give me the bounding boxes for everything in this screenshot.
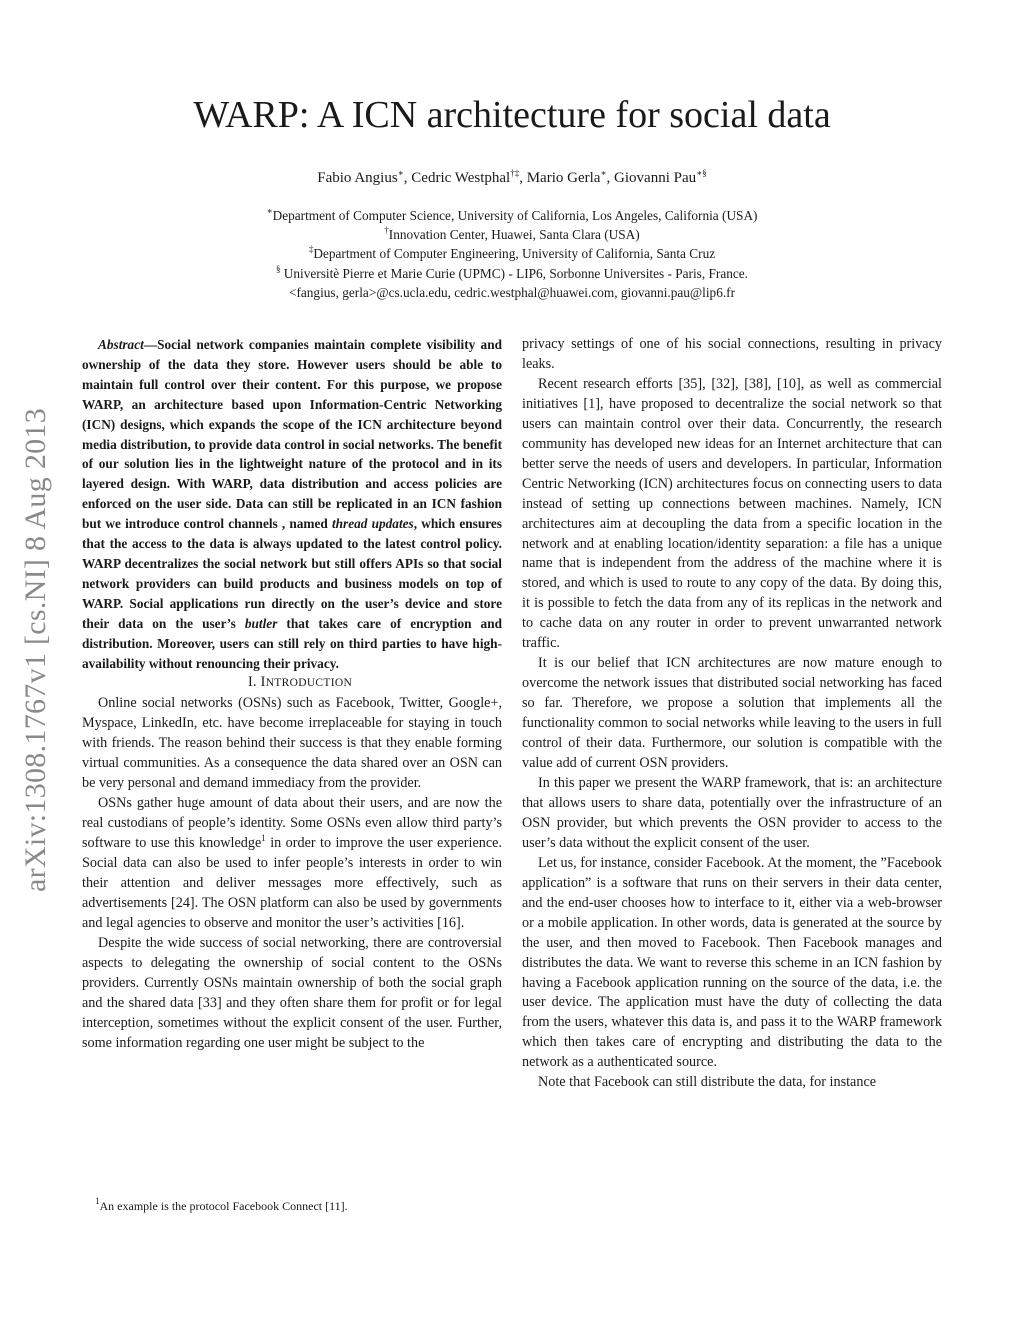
affiliation-mark: ‡ — [308, 244, 314, 255]
section-heading — [82, 673, 502, 694]
arxiv-identifier: arXiv:1308.1767v1 [cs.NI] 8 Aug 2013 — [19, 407, 52, 893]
affiliation-text: Innovation Center, Huawei, Santa Clara (USA) — [388, 227, 640, 243]
author-name: Fabio Angius — [317, 170, 398, 186]
body-paragraph: Online social networks (OSNs) such as Facebook, Twitter, Google+, Myspace, LinkedIn, etc. have become irreplaceable for staying in touch with friends. The reason behind their success is that they enable forming virtual communities. As a consequence the data shared over an OSN can be very personal and demand immediacy from the provider. — [82, 695, 502, 792]
paper-title: WARP: A ICN architecture for social data — [193, 94, 831, 136]
section-first-letter: I — [260, 674, 266, 691]
affiliation-text: Universitè Pierre et Marie Curie (UPMC) - LIP6, Sorbonne Universites - Paris, France. — [280, 265, 748, 281]
body-paragraph: Despite the wide success of social networking, there are controversial aspects to delegating the ownership of social content to the OSNs providers. Currently OSNs maintain ownership of both the social graph and the shared data [33] and they often share them for profit or for legal interception, sometimes without the explicit consent of the user. Further, some information regarding one user might be subject to the — [82, 934, 502, 1051]
affiliation-mark: ∗ — [266, 206, 273, 216]
author-mark: †‡ — [510, 168, 520, 178]
author-mark: ∗§ — [696, 168, 707, 178]
author-name: Mario Gerla — [526, 170, 601, 186]
right-column — [522, 335, 942, 1093]
affiliation-line — [150, 206, 874, 225]
affiliation-mark: † — [384, 225, 389, 236]
body-paragraph: Let us, for instance, consider Facebook. At the moment, the ”Facebook application” is a software that runs on their servers in their data center, and the end-user chooses how to interface to it, either via a web-browser or a mobile application. In other words, data is generated at the source by the user, and then moved to Facebook. Then Facebook manages and distributes the data. We want to reverse this scheme in an ICN fashion by having a Facebook application running on the source of the data, i.e. the user device. The application must have the duty of collecting the data from the users, whatever this data is, and pass it to the WARP framework which then takes care of encrypting and distributing the data to the network as a authenticated source. — [522, 854, 942, 1071]
affiliation-text: Department of Computer Science, University of California, Los Angeles, California (USA) — [272, 208, 758, 223]
abstract-emphasis: thread updates — [331, 516, 414, 532]
author-name: Giovanni Pau — [614, 170, 697, 186]
footnote-mark: 1 — [95, 1196, 100, 1206]
footnote-ref: 1 — [261, 833, 266, 844]
body-paragraph: Note that Facebook can still distribute the data, for instance — [538, 1074, 877, 1091]
section-title-rest: NTRODUCTION — [265, 677, 353, 690]
abstract-text: Social network companies maintain complete visibility and ownership of the data they store. However users should be able to maintain full control over their content. For this purpose, we propose WARP, an architecture based upon Information-Centric Networking (ICN) designs, which expands the scope of the ICN architecture beyond media distribution, to provide data control in social networks. The benefit of our solution lies in the lightweight nature of the protocol and in its layered design. With WARP, data distribution and access policies are enforced on the user side. Data can still be replicated in an ICN fashion but we introduce control channels , named — [82, 337, 502, 532]
body-paragraph: privacy settings of one of his social connections, resulting in privacy leaks. — [522, 336, 942, 372]
body-paragraph: In this paper we present the WARP framework, that is: an architecture that allows users to share data, potentially over the infrastructure of an OSN provider, but which prevents the OSN provider to access to the user’s data without the explicit consent of the user. — [522, 774, 942, 851]
abstract-label: Abstract — [98, 337, 144, 352]
affiliations — [150, 206, 874, 302]
author-list: Fabio Angius∗, Cedric Westphal†‡, Mario Gerla∗, Giovanni Pau∗§ — [317, 168, 707, 186]
affiliation-line — [150, 225, 874, 244]
body-paragraph: Recent research efforts [35], [32], [38], [10], as well as commercial initiatives [1], have proposed to decentralize the social network so that users can maintain control over their data. Concurrently, the research community has developed new ideas for an Internet architecture that can better serve the needs of users and developers. In particular, Information Centric Networking (ICN) architectures focus on connecting users to data instead of setting up connections between machines. Namely, ICN architectures aim at decoupling the data from a specific location in the network and at enabling location/identity separation: a file has a unique name that is independent from the address of the machine where it is stored, and which is used to route to any copy of the data. By doing this, it is possible to fetch the data from any of its replicas in the network and to cache data on any router in order to prevent unwarranted network traffic. — [522, 375, 942, 652]
email-line: <fangius, gerla>@cs.ucla.edu, cedric.westphal@huawei.com, giovanni.pau@lip6.fr — [288, 284, 736, 300]
author-name: Cedric Westphal — [411, 170, 511, 186]
paragraph-text: OSNs gather huge amount of data about their users, and are now the real custodians of people’s identity. Some OSNs even allow third party’s software to use this knowledge — [82, 795, 502, 852]
author-mark: ∗ — [397, 168, 404, 178]
author-mark: ∗ — [600, 168, 607, 178]
abstract-text: , which ensures that the access to the data is always updated to the latest control policy. WARP decentralizes the social network but still offers APIs so that social network providers can build products and business models on top of WARP. Social applications run directly on the user’s device and store their data on the user’s — [82, 516, 502, 631]
footnote — [95, 1198, 348, 1214]
body-paragraph: It is our belief that ICN architectures are now mature enough to overcome the network issues that distributed social networking has faced so far. Therefore, we propose a solution that implements all the functionality common to social networks while leaving to the users in full control of their data. Furthermore, our solution is compatible with the value add of current OSN providers. — [522, 655, 942, 772]
affiliation-text: Department of Computer Engineering, University of California, Santa Cruz — [313, 246, 716, 262]
left-column — [82, 335, 502, 1054]
footnote-text: An example is the protocol Facebook Connect [11]. — [99, 1199, 348, 1213]
abstract-dash: — — [143, 337, 158, 352]
section-number: I. — [247, 674, 257, 691]
affiliation-line — [150, 244, 874, 263]
abstract — [82, 335, 502, 673]
affiliation-line — [150, 264, 874, 283]
affiliation-mark: § — [275, 263, 281, 274]
abstract-emphasis: butler — [244, 615, 278, 631]
abstract-text: that takes care of encryption and distribution. Moreover, users can still rely on third parties to have high-availability without renouncing their privacy. — [82, 615, 502, 671]
paragraph-text: in order to improve the user experience. Social data can also be used to infer people’s interests in order to win their attention and deliver messages more effectively, such as advertisements [24]. The OSN platform can also be used by governments and legal agencies to observe and monitor the user’s activities [16]. — [82, 835, 503, 931]
body-paragraph — [82, 794, 502, 934]
